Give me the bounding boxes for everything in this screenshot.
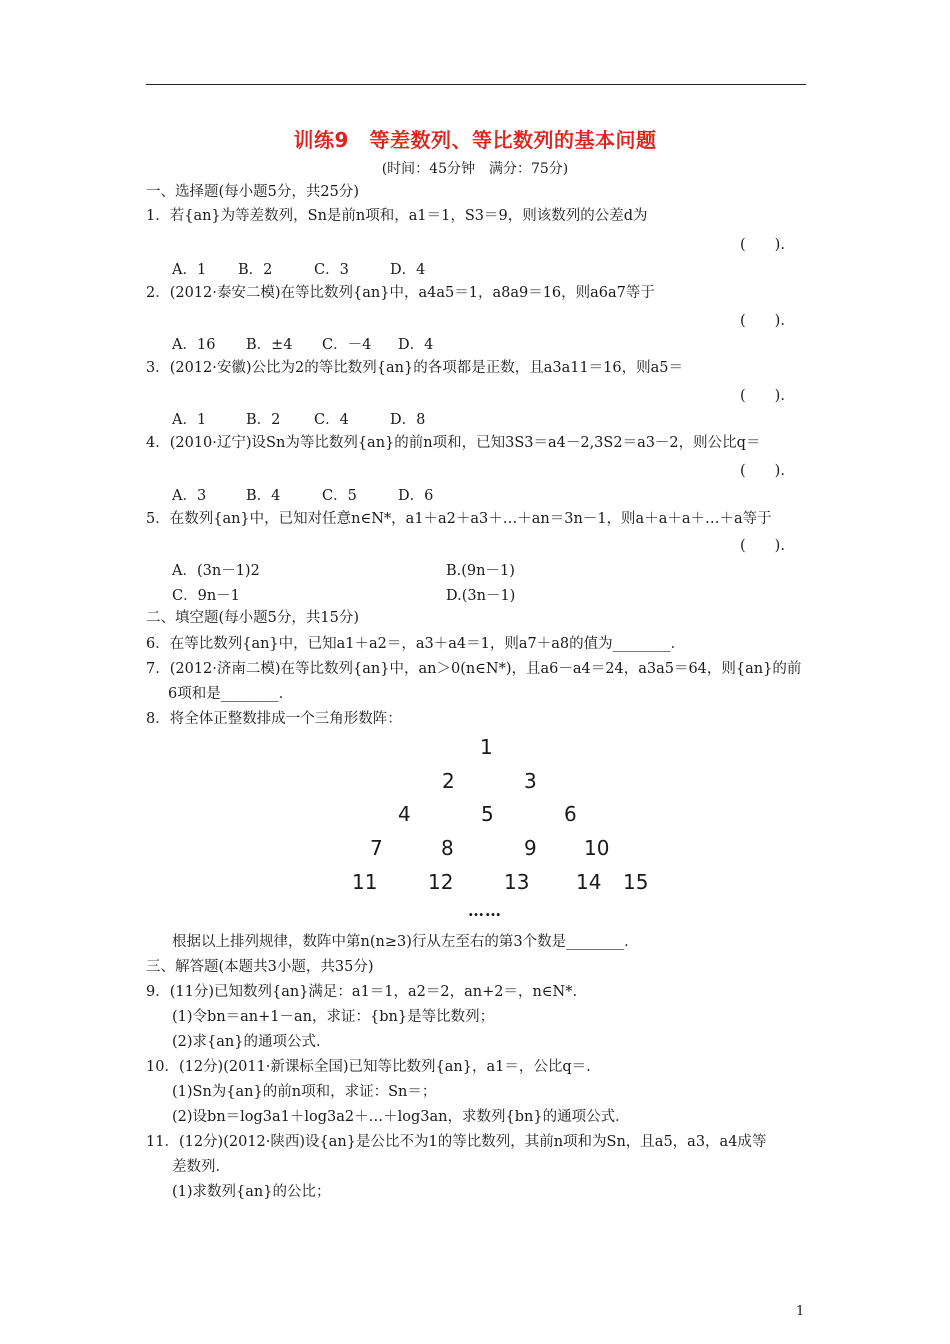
q2-option-a: A．16 [172, 337, 216, 353]
answer-paren-4: ( ). [740, 463, 785, 479]
answer-paren-5: ( ). [740, 538, 785, 554]
question-11: 11．(12分)(2012·陕西)设{an}是公比不为1的等比数列，其前n项和为Sn，且a5，a3，a4成等 [146, 1134, 767, 1150]
triangle-number: 11 [352, 870, 378, 894]
triangle-number: 6 [564, 802, 577, 826]
triangle-number: 9 [524, 836, 537, 860]
question-9: 9．(11分)已知数列{an}满足：a1＝1，a2＝2，an+2＝，n∈N*. [146, 984, 578, 1000]
question-7: 7．(2012·济南二模)在等比数列{an}中，an＞0(n∈N*)，且a6－a4＝24，a3a5＝64，则{an}的前 [146, 661, 802, 677]
question-9-part-2: (2)求{an}的通项公式． [172, 1034, 331, 1050]
triangle-number: 15 [623, 870, 649, 894]
page-subtitle: (时间：45分钟 满分：75分) [381, 161, 569, 177]
q3-option-c: C．4 [314, 412, 349, 428]
q4-option-c: C．5 [322, 488, 357, 504]
triangle-number: 14 [576, 870, 602, 894]
q5-option-a: A．(3n－1)2 [172, 563, 260, 579]
q5-option-c: C．9n－1 [172, 588, 240, 604]
triangle-number: 3 [524, 769, 537, 793]
q5-option-d: D.(3n－1) [446, 588, 516, 604]
triangle-number: 13 [504, 870, 530, 894]
question-9-part-1: (1)令bn＝an+1－an，求证：{bn}是等比数列； [172, 1009, 495, 1025]
q2-option-d: D．4 [398, 337, 434, 353]
q1-option-c: C．3 [314, 262, 349, 278]
q1-option-a: A．1 [172, 262, 207, 278]
question-10: 10．(12分)(2011·新课标全国)已知等比数列{an}，a1＝，公比q＝. [146, 1059, 591, 1075]
question-11-part-1: (1)求数列{an}的公比； [172, 1184, 331, 1200]
q4-option-a: A．3 [172, 488, 207, 504]
question-6: 6．在等比数列{an}中，已知a1＋a2＝，a3＋a4＝1，则a7＋a8的值为________． [146, 636, 686, 652]
question-7-cont: 6项和是________． [168, 686, 294, 702]
q2-option-c: C．－4 [322, 337, 372, 353]
q2-option-b: B．±4 [246, 337, 293, 353]
question-3: 3．(2012·安徽)公比为2的等比数列{an}的各项都是正数，且a3a11＝16，则a5＝ [146, 360, 683, 376]
q4-option-b: B．4 [246, 488, 281, 504]
q1-option-b: B．2 [238, 262, 273, 278]
page-title: 训练9 等差数列、等比数列的基本问题 [293, 128, 657, 152]
q3-option-d: D．8 [390, 412, 426, 428]
section3-heading: 三、解答题(本题共3小题，共35分) [146, 959, 374, 975]
q3-option-b: B．2 [246, 412, 281, 428]
q1-option-d: D．4 [390, 262, 426, 278]
question-2: 2．(2012·泰安二模)在等比数列{an}中，a4a5＝1，a8a9＝16，则a6a7等于 [146, 285, 655, 301]
question-8-follow: 根据以上排列规律，数阵中第n(n≥3)行从左至右的第3个数是________． [172, 934, 639, 950]
answer-paren-1: ( ). [740, 237, 785, 253]
section2-heading: 二、填空题(每小题5分，共15分) [146, 610, 359, 626]
triangle-number: 8 [441, 836, 454, 860]
section1-heading: 一、选择题(每小题5分，共25分) [146, 184, 359, 200]
q3-option-a: A．1 [172, 412, 207, 428]
triangle-number: 10 [584, 836, 610, 860]
triangle-number: 12 [428, 870, 454, 894]
page-number: 1 [796, 1304, 805, 1319]
question-11-cont: 差数列． [172, 1159, 230, 1175]
triangle-number: 1 [480, 735, 493, 759]
question-10-part-2: (2)设bn＝log3a1＋log3a2＋…＋log3an，求数列{bn}的通项公式． [172, 1109, 630, 1125]
triangle-number: 4 [398, 802, 411, 826]
triangle-number: 7 [370, 836, 383, 860]
top-rule [146, 84, 806, 85]
triangle-ellipsis: …… [468, 901, 502, 920]
question-1: 1．若{an}为等差数列，Sn是前n项和，a1＝1，S3＝9，则该数列的公差d为 [146, 208, 648, 224]
answer-paren-2: ( ). [740, 313, 785, 329]
triangle-number: 5 [481, 802, 494, 826]
q4-option-d: D．6 [398, 488, 434, 504]
question-5: 5．在数列{an}中，已知对任意n∈N*，a1＋a2＋a3＋…＋an＝3n－1，则a＋a＋a＋…＋a等于 [146, 511, 772, 527]
triangle-number: 2 [442, 769, 455, 793]
answer-paren-3: ( ). [740, 388, 785, 404]
question-8: 8．将全体正整数排成一个三角形数阵： [146, 711, 402, 727]
question-4: 4．(2010·辽宁)设Sn为等比数列{an}的前n项和，已知3S3＝a4－2,3S2＝a3－2，则公比q＝ [146, 435, 761, 451]
q5-option-b: B.(9n－1) [446, 563, 515, 579]
question-10-part-1: (1)Sn为{an}的前n项和，求证：Sn＝； [172, 1084, 437, 1100]
